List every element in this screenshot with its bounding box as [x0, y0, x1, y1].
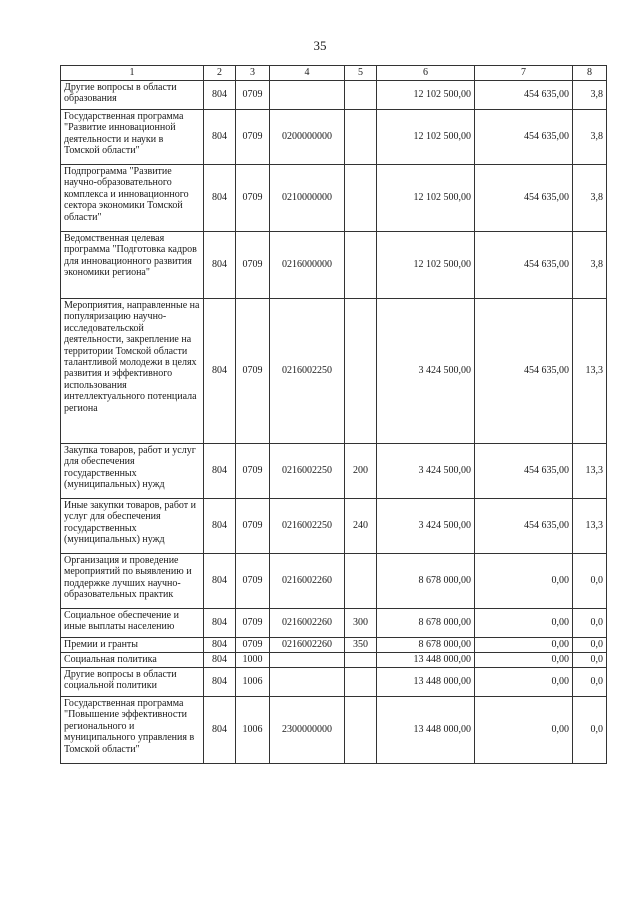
cell-section: 1006	[236, 668, 270, 697]
cell-percent: 3,8	[573, 81, 607, 110]
cell-name: Ведомственная целевая программа "Подготовка кадров для инновационного развития экономики региона"	[61, 232, 204, 299]
cell-name: Социальная политика	[61, 653, 204, 668]
cell-section: 0709	[236, 554, 270, 609]
cell-percent: 3,8	[573, 110, 607, 165]
cell-executed: 0,00	[475, 609, 573, 638]
cell-executed: 454 635,00	[475, 299, 573, 444]
cell-executed: 454 635,00	[475, 165, 573, 232]
header-cell-5: 5	[345, 66, 377, 81]
cell-expense-type: 240	[345, 499, 377, 554]
cell-gr: 804	[204, 609, 236, 638]
cell-expense-type	[345, 110, 377, 165]
table-row	[61, 110, 607, 165]
cell-expense-type	[345, 165, 377, 232]
cell-expense-type	[345, 653, 377, 668]
cell-gr: 804	[204, 499, 236, 554]
cell-name: Другие вопросы в области образования	[61, 81, 204, 110]
cell-name: Организация и проведение мероприятий по выявлению и поддержке лучших научно-образовательных практик	[61, 554, 204, 609]
cell-target-article: 0216002250	[270, 499, 345, 554]
table-row	[61, 638, 607, 653]
cell-plan: 8 678 000,00	[377, 638, 475, 653]
cell-section: 0709	[236, 499, 270, 554]
header-cell-7: 7	[475, 66, 573, 81]
cell-expense-type: 300	[345, 609, 377, 638]
cell-section: 1006	[236, 697, 270, 764]
cell-plan: 12 102 500,00	[377, 232, 475, 299]
cell-gr: 804	[204, 165, 236, 232]
cell-section: 0709	[236, 444, 270, 499]
cell-name: Социальное обеспечение и иные выплаты населению	[61, 609, 204, 638]
table-row	[61, 81, 607, 110]
cell-expense-type	[345, 232, 377, 299]
cell-executed: 454 635,00	[475, 110, 573, 165]
cell-section: 0709	[236, 81, 270, 110]
budget-table	[60, 65, 607, 764]
header-cell-3: 3	[236, 66, 270, 81]
cell-gr: 804	[204, 81, 236, 110]
header-cell-2: 2	[204, 66, 236, 81]
table-row	[61, 653, 607, 668]
cell-gr: 804	[204, 299, 236, 444]
cell-gr: 804	[204, 638, 236, 653]
cell-percent: 3,8	[573, 165, 607, 232]
table-row	[61, 697, 607, 764]
cell-section: 0709	[236, 609, 270, 638]
cell-plan: 8 678 000,00	[377, 609, 475, 638]
cell-percent: 3,8	[573, 232, 607, 299]
cell-target-article: 2300000000	[270, 697, 345, 764]
cell-target-article: 0216002250	[270, 444, 345, 499]
cell-section: 0709	[236, 110, 270, 165]
cell-plan: 8 678 000,00	[377, 554, 475, 609]
cell-target-article	[270, 81, 345, 110]
cell-target-article	[270, 653, 345, 668]
cell-executed: 454 635,00	[475, 444, 573, 499]
cell-gr: 804	[204, 444, 236, 499]
cell-target-article: 0216002260	[270, 638, 345, 653]
cell-gr: 804	[204, 110, 236, 165]
cell-section: 1000	[236, 653, 270, 668]
cell-gr: 804	[204, 653, 236, 668]
cell-executed: 454 635,00	[475, 232, 573, 299]
cell-target-article: 0216002250	[270, 299, 345, 444]
cell-name: Закупка товаров, работ и услуг для обеспечения государственных (муниципальных) нужд	[61, 444, 204, 499]
cell-executed: 0,00	[475, 653, 573, 668]
cell-plan: 12 102 500,00	[377, 165, 475, 232]
table-row	[61, 165, 607, 232]
cell-percent: 0,0	[573, 653, 607, 668]
cell-expense-type: 200	[345, 444, 377, 499]
table-row	[61, 444, 607, 499]
cell-name: Государственная программа "Повышение эффективности регионального и муниципального управления в Томской области"	[61, 697, 204, 764]
header-cell-8: 8	[573, 66, 607, 81]
header-cell-6: 6	[377, 66, 475, 81]
cell-plan: 13 448 000,00	[377, 653, 475, 668]
cell-target-article: 0200000000	[270, 110, 345, 165]
cell-section: 0709	[236, 165, 270, 232]
cell-target-article: 0210000000	[270, 165, 345, 232]
cell-executed: 0,00	[475, 697, 573, 764]
cell-name: Мероприятия, направленные на популяризацию научно-исследовательской деятельности, закрепление на территории Томской области талантливой молодежи в целях развития и эффективного использования интеллектуального потенциала региона	[61, 299, 204, 444]
cell-gr: 804	[204, 668, 236, 697]
table-row	[61, 668, 607, 697]
cell-name: Государственная программа "Развитие инновационной деятельности и науки в Томской области"	[61, 110, 204, 165]
cell-section: 0709	[236, 232, 270, 299]
table-row	[61, 232, 607, 299]
cell-target-article: 0216002260	[270, 609, 345, 638]
cell-expense-type	[345, 554, 377, 609]
header-cell-1: 1	[61, 66, 204, 81]
cell-name: Премии и гранты	[61, 638, 204, 653]
cell-plan: 3 424 500,00	[377, 499, 475, 554]
table-row	[61, 499, 607, 554]
cell-name: Подпрограмма "Развитие научно-образовательного комплекса и инновационного сектора экономики Томской области"	[61, 165, 204, 232]
header-row	[61, 66, 607, 81]
cell-plan: 13 448 000,00	[377, 668, 475, 697]
cell-executed: 454 635,00	[475, 499, 573, 554]
cell-executed: 454 635,00	[475, 81, 573, 110]
cell-target-article	[270, 668, 345, 697]
cell-executed: 0,00	[475, 638, 573, 653]
cell-gr: 804	[204, 697, 236, 764]
table-row	[61, 609, 607, 638]
cell-percent: 0,0	[573, 554, 607, 609]
cell-percent: 13,3	[573, 299, 607, 444]
cell-expense-type	[345, 668, 377, 697]
cell-name: Иные закупки товаров, работ и услуг для обеспечения государственных (муниципальных) нужд	[61, 499, 204, 554]
cell-percent: 0,0	[573, 697, 607, 764]
table-row	[61, 299, 607, 444]
cell-gr: 804	[204, 232, 236, 299]
cell-gr: 804	[204, 554, 236, 609]
cell-plan: 13 448 000,00	[377, 697, 475, 764]
cell-section: 0709	[236, 638, 270, 653]
cell-executed: 0,00	[475, 668, 573, 697]
cell-plan: 12 102 500,00	[377, 81, 475, 110]
table-row	[61, 554, 607, 609]
header-cell-4: 4	[270, 66, 345, 81]
cell-plan: 3 424 500,00	[377, 299, 475, 444]
cell-percent: 0,0	[573, 638, 607, 653]
cell-percent: 0,0	[573, 668, 607, 697]
cell-expense-type: 350	[345, 638, 377, 653]
page-number: 35	[313, 38, 327, 53]
cell-target-article: 0216000000	[270, 232, 345, 299]
cell-section: 0709	[236, 299, 270, 444]
cell-expense-type	[345, 299, 377, 444]
cell-target-article: 0216002260	[270, 554, 345, 609]
cell-executed: 0,00	[475, 554, 573, 609]
cell-percent: 0,0	[573, 609, 607, 638]
cell-expense-type	[345, 697, 377, 764]
cell-percent: 13,3	[573, 444, 607, 499]
cell-expense-type	[345, 81, 377, 110]
cell-name: Другие вопросы в области социальной политики	[61, 668, 204, 697]
cell-plan: 12 102 500,00	[377, 110, 475, 165]
cell-percent: 13,3	[573, 499, 607, 554]
cell-plan: 3 424 500,00	[377, 444, 475, 499]
